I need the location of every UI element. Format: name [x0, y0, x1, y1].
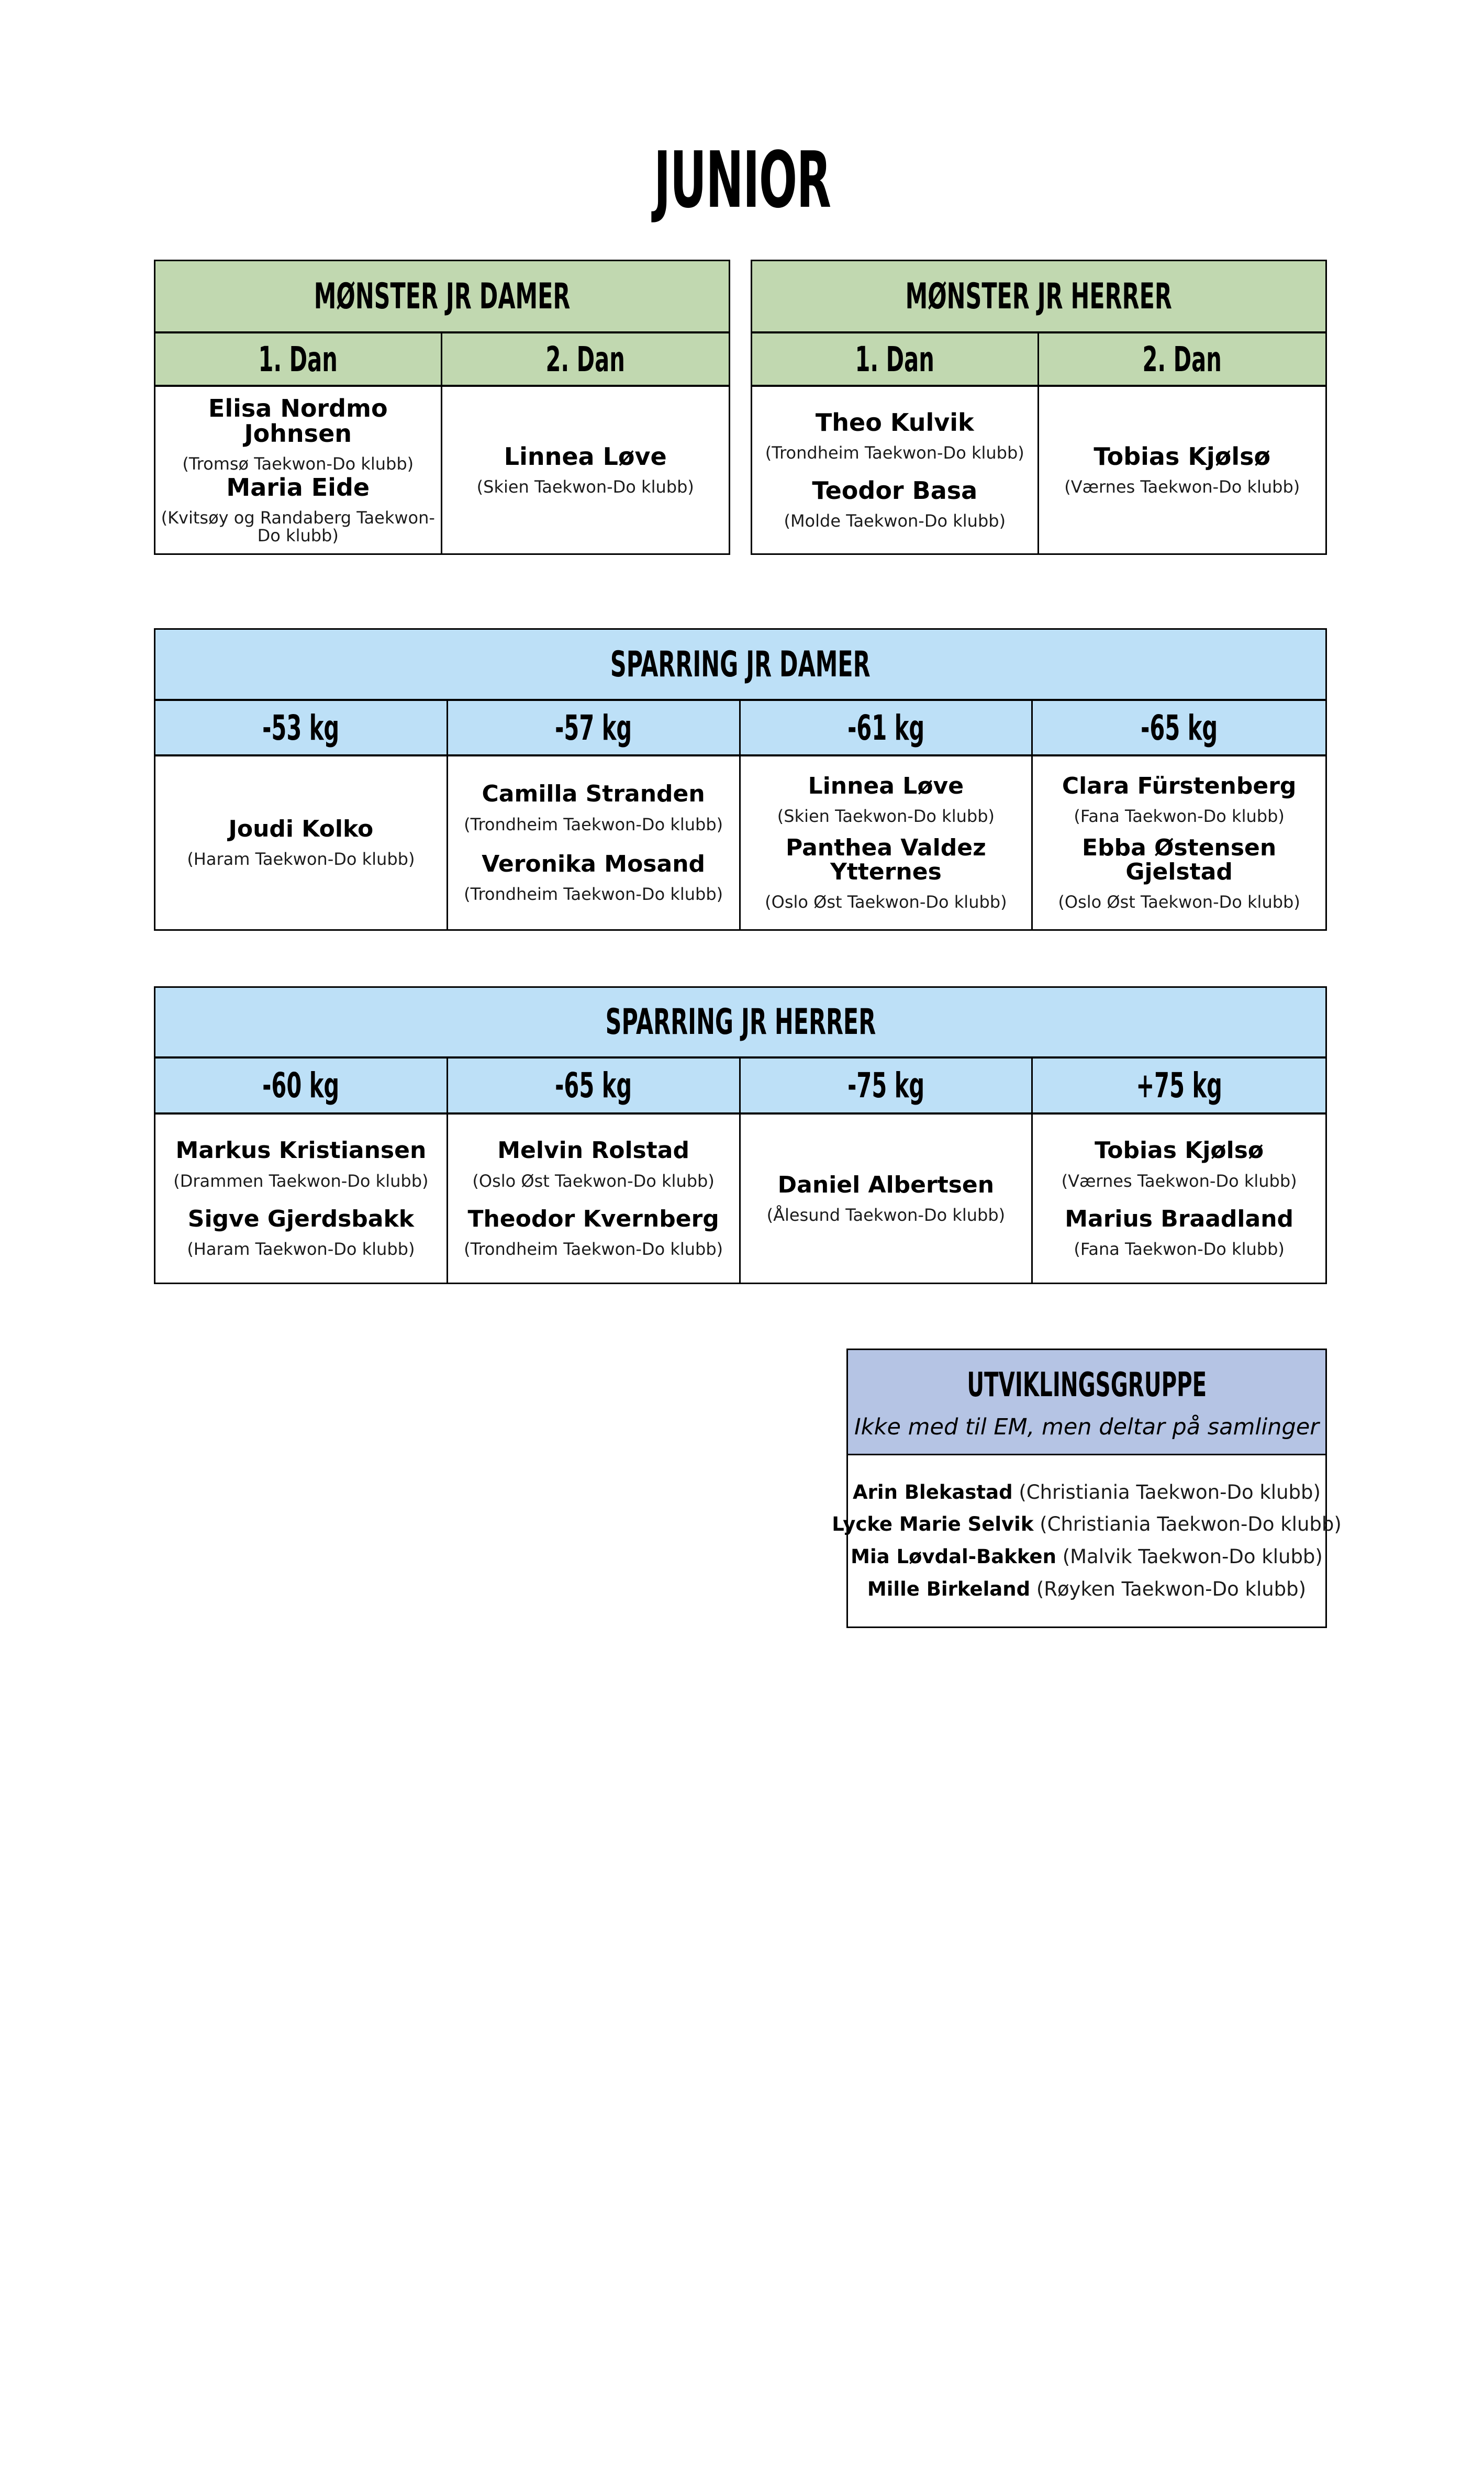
table-title — [155, 630, 1325, 701]
member-club: (Røyken Taekwon-Do klubb) — [1036, 1577, 1307, 1600]
athlete-name: Veronika Mosand — [482, 850, 706, 877]
table-monster-jr-damer — [154, 260, 730, 555]
table-body-row — [155, 1115, 1325, 1283]
column-header-61kg — [741, 701, 1033, 756]
table-cell — [1033, 756, 1325, 929]
utviklingsgruppe-body — [832, 1455, 1342, 1627]
athlete-club: (Trondheim Taekwon-Do klubb) — [464, 884, 723, 904]
member-club: (Christiania Taekwon-Do klubb) — [1019, 1480, 1321, 1503]
column-header-label: -57 kg — [555, 707, 632, 748]
athlete-entry — [1065, 1207, 1293, 1258]
table-cell — [155, 756, 448, 929]
table-cell — [448, 756, 741, 929]
column-header-2-dan — [1039, 333, 1326, 387]
athlete-name: Daniel Albertsen — [777, 1171, 995, 1198]
athlete-name: Sigve Gjerdsbakk — [187, 1205, 414, 1232]
column-header-label: 1. Dan — [855, 339, 934, 380]
table-title — [155, 988, 1325, 1059]
column-header-label: 1. Dan — [258, 339, 338, 380]
athlete-name: Maria Eide — [226, 473, 370, 502]
member-club: (Malvik Taekwon-Do klubb) — [1062, 1545, 1323, 1568]
athlete-name: Markus Kristiansen — [175, 1137, 427, 1164]
table-subtitle: Ikke med til EM, men deltar på samlinger — [854, 1413, 1319, 1440]
column-header-row — [155, 1059, 1325, 1115]
athlete-entry — [1038, 836, 1320, 911]
athlete-club: (Haram Taekwon-Do klubb) — [187, 1239, 415, 1259]
athlete-entry — [161, 475, 436, 544]
athlete-name: Clara Fürstenberg — [1062, 773, 1297, 800]
athlete-club: (Fana Taekwon-Do klubb) — [1074, 1239, 1285, 1259]
column-header-label: -75 kg — [847, 1065, 924, 1106]
member-club: (Christiania Taekwon-Do klubb) — [1040, 1513, 1342, 1536]
table-body-row — [752, 387, 1325, 553]
athlete-club: (Kvitsøy og Randaberg Taekwon-Do klubb) — [161, 508, 435, 545]
column-header-75kg — [741, 1059, 1033, 1115]
athlete-entry — [464, 782, 723, 833]
athlete-entry — [784, 478, 1006, 530]
athlete-club: (Trondheim Taekwon-Do klubb) — [464, 814, 723, 834]
content-area — [154, 260, 1342, 1628]
column-header-2-dan — [442, 333, 729, 387]
column-header-label: 2. Dan — [1142, 339, 1222, 380]
athlete-club: (Molde Taekwon-Do klubb) — [784, 511, 1006, 531]
table-utviklingsgruppe — [832, 1349, 1342, 1628]
athlete-club: (Tromsø Taekwon-Do klubb) — [182, 454, 414, 474]
athlete-club: (Oslo Øst Taekwon-Do klubb) — [472, 1171, 715, 1191]
column-header-1-dan — [752, 333, 1039, 387]
member-line — [851, 1546, 1323, 1568]
athlete-club: (Ålesund Taekwon-Do klubb) — [766, 1205, 1006, 1225]
athlete-club: (Haram Taekwon-Do klubb) — [187, 849, 415, 870]
table-body-row — [155, 387, 729, 553]
table-title-text: UTVIKLINGSGRUPPE — [967, 1365, 1207, 1405]
table-title-text: SPARRING JR HERRER — [605, 1001, 876, 1043]
column-header-label: 2. Dan — [545, 339, 625, 380]
member-name: Arin Blekastad — [853, 1480, 1013, 1503]
athlete-entry — [187, 817, 415, 868]
athlete-entry — [1062, 774, 1297, 826]
athlete-entry — [464, 1207, 723, 1258]
column-header-60kg — [155, 1059, 448, 1115]
column-header-label: -53 kg — [262, 707, 340, 748]
table-cell — [741, 1115, 1033, 1283]
athlete-name: Theo Kulvik — [815, 408, 974, 437]
column-header-1-dan — [155, 333, 442, 387]
athlete-club: (Trondheim Taekwon-Do klubb) — [464, 1239, 723, 1259]
page-title-text: JUNIOR — [653, 135, 831, 225]
page-title — [0, 0, 1484, 225]
table-monster-jr-herrer — [751, 260, 1327, 555]
table-body-row — [155, 756, 1325, 929]
table-title — [752, 261, 1325, 333]
athlete-club: (Trondheim Taekwon-Do klubb) — [765, 443, 1024, 463]
table-cell — [752, 387, 1039, 553]
member-line — [853, 1482, 1321, 1503]
athlete-entry — [1064, 444, 1300, 496]
column-header-label: -61 kg — [847, 707, 924, 748]
athlete-entry — [477, 444, 694, 496]
column-header-label: -65 kg — [1141, 707, 1218, 748]
athlete-name: Camilla Stranden — [482, 781, 705, 808]
table-title — [897, 1366, 1277, 1405]
column-header-row — [155, 333, 729, 387]
athlete-entry — [464, 852, 723, 904]
athlete-name: Linnea Løve — [808, 773, 964, 800]
column-header-plus75kg — [1033, 1059, 1325, 1115]
table-cell — [442, 387, 729, 553]
table-sparring-jr-herrer — [154, 986, 1327, 1284]
athlete-name: Tobias Kjølsø — [1094, 442, 1271, 471]
athlete-club: (Værnes Taekwon-Do klubb) — [1064, 477, 1300, 497]
athlete-entry — [767, 1173, 1006, 1224]
athlete-name: Panthea Valdez Ytternes — [786, 834, 986, 886]
column-header-label: -65 kg — [555, 1065, 632, 1106]
table-cell — [1033, 1115, 1325, 1283]
athlete-club: (Skien Taekwon-Do klubb) — [476, 477, 694, 497]
monster-tables-row — [154, 260, 1327, 555]
athlete-club: (Oslo Øst Taekwon-Do klubb) — [1058, 892, 1300, 912]
table-cell — [155, 1115, 448, 1283]
column-header-row — [155, 701, 1325, 756]
table-cell — [448, 1115, 741, 1283]
column-header-65kg — [1033, 701, 1325, 756]
athlete-name: Linnea Løve — [504, 442, 667, 471]
athlete-club: (Skien Taekwon-Do klubb) — [777, 806, 995, 827]
table-title-text: MØNSTER JR DAMER — [314, 275, 571, 317]
athlete-name: Marius Braadland — [1065, 1205, 1294, 1232]
member-line — [832, 1514, 1342, 1535]
utviklingsgruppe-header — [848, 1350, 1325, 1455]
athlete-name: Tobias Kjølsø — [1095, 1137, 1264, 1164]
member-name: Lycke Marie Selvik — [832, 1513, 1034, 1536]
athlete-entry — [746, 836, 1026, 911]
athlete-name: Joudi Kolko — [228, 816, 374, 843]
column-header-label: -60 kg — [262, 1065, 340, 1106]
athlete-club: (Oslo Øst Taekwon-Do klubb) — [765, 892, 1007, 912]
athlete-entry — [1062, 1139, 1297, 1190]
athlete-club: (Værnes Taekwon-Do klubb) — [1061, 1171, 1297, 1191]
table-cell — [741, 756, 1033, 929]
athlete-name: Elisa Nordmo Johnsen — [208, 394, 388, 448]
member-line — [867, 1579, 1306, 1600]
table-title-text: MØNSTER JR HERRER — [905, 275, 1173, 317]
member-name: Mille Birkeland — [867, 1577, 1031, 1600]
athlete-entry — [777, 774, 995, 826]
column-header-53kg — [155, 701, 448, 756]
athlete-entry — [765, 410, 1024, 462]
column-header-row — [752, 333, 1325, 387]
athlete-entry — [187, 1207, 415, 1258]
athlete-name: Melvin Rolstad — [497, 1137, 689, 1164]
column-header-65kg — [448, 1059, 741, 1115]
athlete-entry — [472, 1139, 714, 1190]
member-name: Mia Løvdal-Bakken — [851, 1545, 1056, 1568]
table-cell — [155, 387, 442, 553]
athlete-name: Theodor Kvernberg — [467, 1205, 719, 1232]
table-cell — [1039, 387, 1326, 553]
column-header-57kg — [448, 701, 741, 756]
athlete-name: Ebba Østensen Gjelstad — [1082, 834, 1277, 886]
athlete-club: (Fana Taekwon-Do klubb) — [1074, 806, 1285, 827]
athlete-entry — [173, 1139, 428, 1190]
table-sparring-jr-damer — [154, 628, 1327, 931]
athlete-entry — [161, 396, 436, 473]
athlete-name: Teodor Basa — [812, 476, 978, 505]
table-title — [155, 261, 729, 333]
table-title-text: SPARRING JR DAMER — [610, 643, 871, 685]
column-header-label: +75 kg — [1136, 1065, 1222, 1106]
athlete-club: (Drammen Taekwon-Do klubb) — [173, 1171, 429, 1191]
